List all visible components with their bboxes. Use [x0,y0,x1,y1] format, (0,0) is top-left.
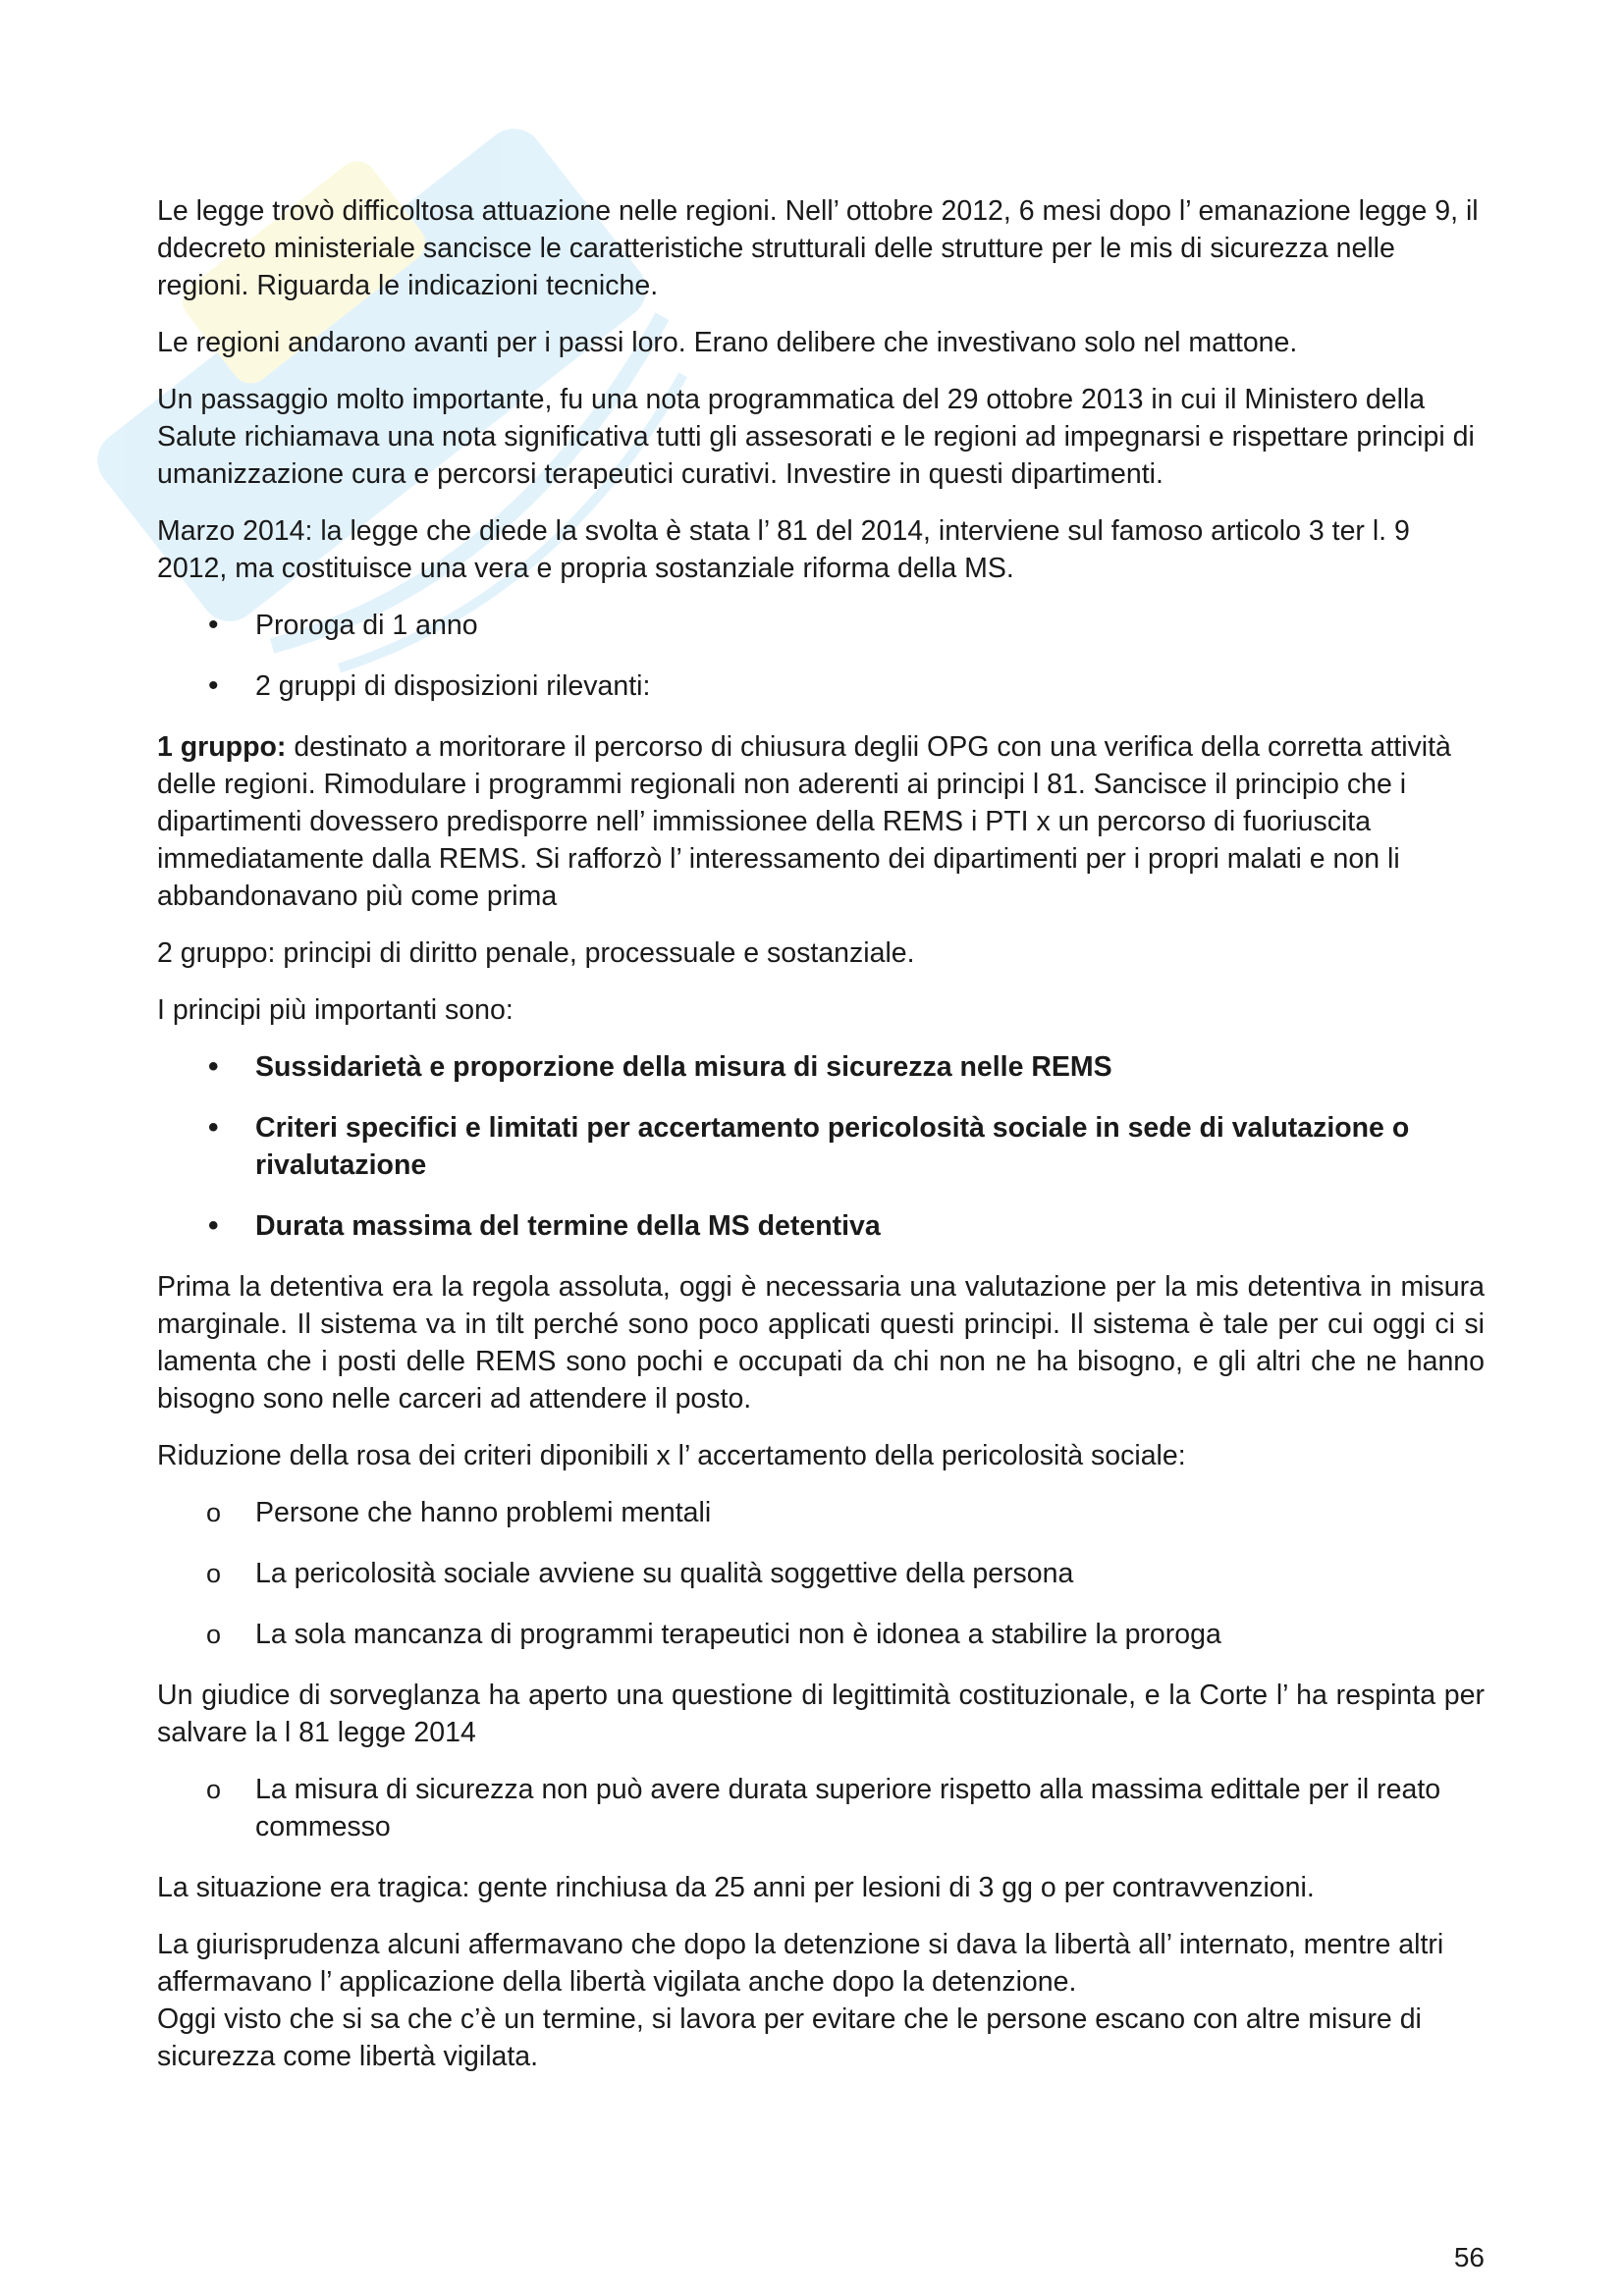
bullet-list-legge-81 [157,607,1485,705]
bullet-list-principles [157,1048,1485,1245]
list-item: • 2 gruppi di disposizioni rilevanti: [157,667,1485,705]
list-item: • Durata massima del termine della MS detentiva [157,1207,1485,1245]
paragraph-riduzione-criteri: Riduzione della rosa dei criteri diponibili x l’ accertamento della pericolosità sociale: [157,1440,1186,1471]
paragraph-group-2: 2 gruppo: principi di diritto penale, processuale e sostanziale. [157,937,915,969]
circle-list-criteria [157,1494,1485,1653]
paragraph-intro: Le legge trovò difficoltosa attuazione nelle regioni. Nell’ ottobre 2012, 6 mesi dopo l’ emanazione legge 9, il ddecreto ministeriale sancisce le caratteristiche strutturali delle strutture per le mis di sicurezza nelle regioni. Riguarda le indicazioni tecniche. [157,195,1479,301]
paragraph-nota-programmatica: Un passaggio molto importante, fu una nota programmatica del 29 ottobre 2013 in cui il Ministero della Salute richiamava una nota significativa tutti gli assesorati e le regioni ad impegnarsi e rispettare principi di umanizzazione cura e percorsi terapeutici curativi. Investire in questi dipartimenti. [157,384,1475,490]
giurisprudenza-line-1: La giurisprudenza alcuni affermavano che dopo la detenzione si dava la libertà all’ internato, mentre altri affermavano l’ applicazione della libertà vigilata anche dopo la detenzione. [157,1929,1444,1998]
list-item: o La sola mancanza di programmi terapeutici non è idonea a stabilire la proroga [157,1616,1485,1653]
document-page [157,192,1485,2095]
giurisprudenza-line-2: Oggi visto che si sa che c’è un termine, si lavora per evitare che le persone escano con altre misure di sicurezza come libertà vigilata. [157,2003,1422,2072]
list-item: • Proroga di 1 anno [157,607,1485,644]
paragraph-regions: Le regioni andarono avanti per i passi loro. Erano delibere che investivano solo nel mattone. [157,327,1298,358]
list-item: o La pericolosità sociale avviene su qualità soggettive della persona [157,1555,1485,1592]
list-item: o Persone che hanno problemi mentali [157,1494,1485,1531]
group-1-text: destinato a moritorare il percorso di chiusura deglii OPG con una verifica della corretta attività delle regioni. Rimodulare i programmi regionali non aderenti ai principi l 81. Sancisce il principio che i dipartimenti dovessero predisporre nell’ immissionee della REMS i PTI x un percorso di fuoriuscita immediatamente dalla REMS. Si rafforzò l’ interessamento dei dipartimenti per i propri malati e non li abbandonavano più come prima [157,731,1451,912]
paragraph-giurisprudenza [157,1926,1485,2075]
circle-list-durata [157,1771,1485,1845]
list-item: • Criteri specifici e limitati per accertamento pericolosità sociale in sede di valutazione o rivalutazione [157,1109,1485,1184]
paragraph-marzo-2014: Marzo 2014: la legge che diede la svolta è stata l’ 81 del 2014, interviene sul famoso articolo 3 ter l. 9 2012, ma costituisce una vera e propria sostanziale riforma della MS. [157,515,1410,584]
paragraph-situazione-tragica: La situazione era tragica: gente rinchiusa da 25 anni per lesioni di 3 gg o per contravvenzioni. [157,1872,1315,1903]
paragraph-principles-intro: I principi più importanti sono: [157,994,514,1026]
list-item: o La misura di sicurezza non può avere durata superiore rispetto alla massima edittale per il reato commesso [157,1771,1485,1845]
paragraph-giudice-sorveglanza: Un giudice di sorveglanza ha aperto una questione di legittimità costituzionale, e la Corte l’ ha respinta per salvare la l 81 legge 2014 [157,1680,1485,1748]
page-number: 56 [1453,2242,1485,2272]
paragraph-group-1 [157,728,1485,915]
paragraph-detentiva: Prima la detentiva era la regola assoluta, oggi è necessaria una valutazione per la mis detentiva in misura marginale. Il sistema va in tilt perché sono poco applicati questi principi. Il sistema è tale per cui oggi ci si lamenta che i posti delle REMS sono pochi e occupati da chi non ne ha bisogno, e gli altri che ne hanno bisogno sono nelle carceri ad attendere il posto. [157,1271,1485,1415]
group-1-label: 1 gruppo: [157,731,287,763]
list-item: • Sussidarietà e proporzione della misura di sicurezza nelle REMS [157,1048,1485,1086]
